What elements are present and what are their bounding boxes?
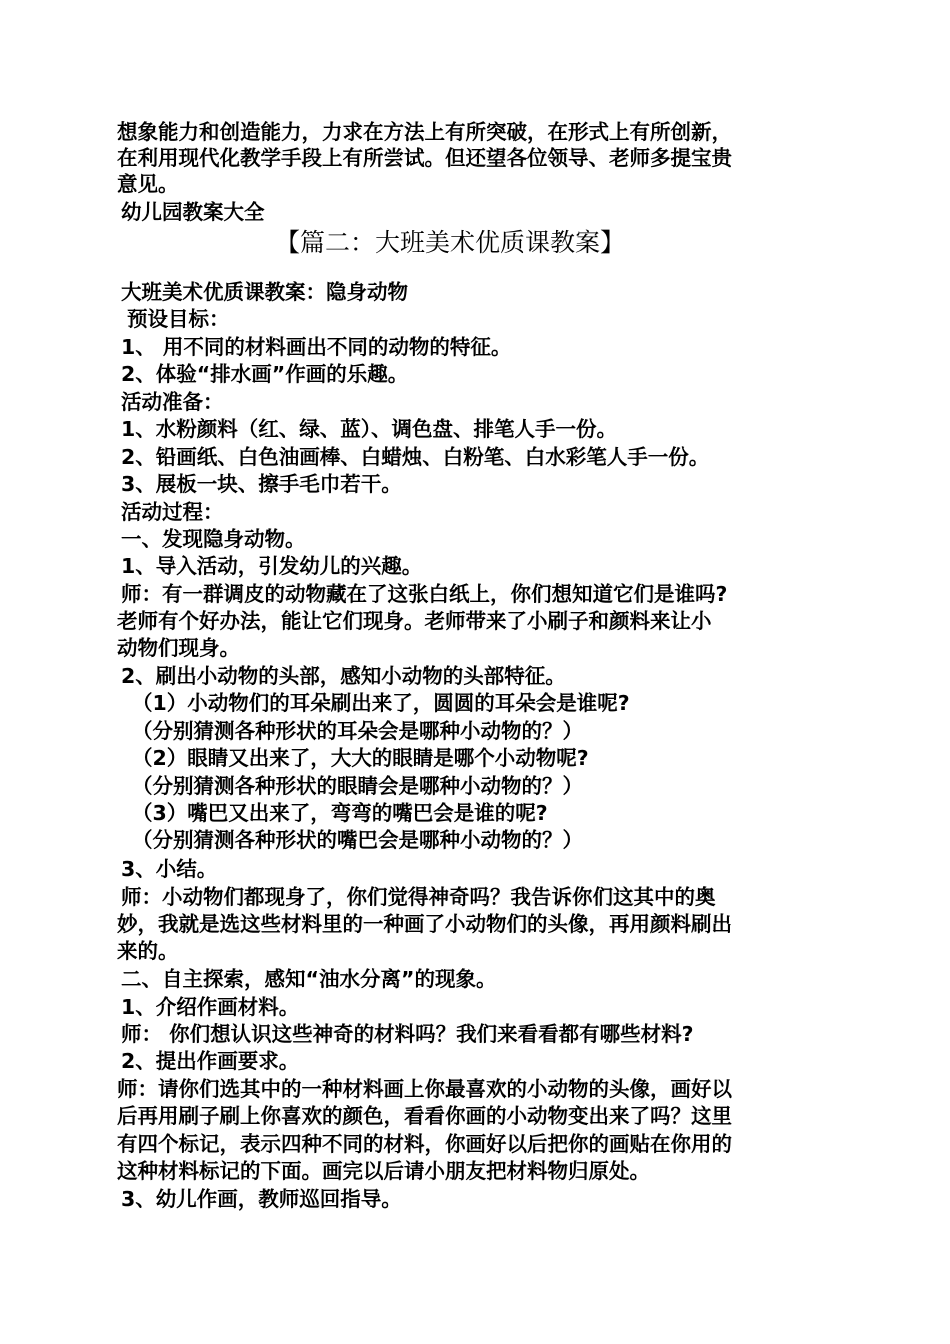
paragraph-line: 这种材料标记的下面。画完以后请小朋友把材料物归原处。 bbox=[117, 1159, 650, 1183]
list-item: 3、小结。 bbox=[121, 857, 218, 881]
list-item: 2、铅画纸、白色油画棒、白蜡烛、白粉笔、白水彩笔人手一份。 bbox=[121, 445, 710, 469]
list-item: 2、体验“排水画”作画的乐趣。 bbox=[121, 362, 409, 386]
intro-line: 在利用现代化教学手段上有所尝试。但还望各位领导、老师多提宝贵 bbox=[117, 146, 732, 170]
list-item: 3、展板一块、擦手毛巾若干。 bbox=[121, 472, 402, 496]
lesson-title: 大班美术优质课教案：隐身动物 bbox=[121, 280, 408, 304]
sub-item: （分别猜测各种形状的嘴巴会是哪种小动物的？） bbox=[132, 828, 583, 852]
list-item: 1、导入活动，引发幼儿的兴趣。 bbox=[121, 554, 423, 578]
sub-item: （3）嘴巴又出来了，弯弯的嘴巴会是谁的呢? bbox=[132, 801, 548, 825]
list-item: 1、水粉颜料（红、绿、蓝）、调色盘、排笔人手一份。 bbox=[121, 417, 618, 441]
paragraph-line: 师：请你们选其中的一种材料画上你最喜欢的小动物的头像，画好以 bbox=[117, 1077, 732, 1101]
section-heading: 【篇二：大班美术优质课教案】 bbox=[275, 228, 626, 257]
list-item: 2、提出作画要求。 bbox=[121, 1049, 300, 1073]
paragraph-line: 动物们现身。 bbox=[117, 636, 240, 660]
category-label: 幼儿园教案大全 bbox=[121, 200, 265, 224]
paragraph-line: 有四个标记，表示四种不同的材料，你画好以后把你的画贴在你用的 bbox=[117, 1132, 732, 1156]
intro-line: 意见。 bbox=[117, 172, 179, 196]
list-item: 2、刷出小动物的头部，感知小动物的头部特征。 bbox=[121, 664, 566, 688]
paragraph-line: 来的。 bbox=[117, 939, 179, 963]
sub-item: （分别猜测各种形状的眼睛会是哪种小动物的？） bbox=[132, 774, 583, 798]
list-item: 1、 用不同的材料画出不同的动物的特征。 bbox=[121, 335, 512, 359]
sub-item: （分别猜测各种形状的耳朵会是哪种小动物的？） bbox=[132, 719, 583, 743]
paragraph-line: 老师有个好办法，能让它们现身。老师带来了小刷子和颜料来让小 bbox=[117, 609, 712, 633]
section-label: 预设目标： bbox=[127, 307, 230, 331]
paragraph-line: 后再用刷子刷上你喜欢的颜色，看看你画的小动物变出来了吗？这里 bbox=[117, 1104, 732, 1128]
list-item: 1、介绍作画材料。 bbox=[121, 995, 300, 1019]
paragraph-line: 妙，我就是选这些材料里的一种画了小动物们的头像，再用颜料刷出 bbox=[117, 912, 732, 936]
step-heading: 二、自主探索，感知“油水分离”的现象。 bbox=[121, 967, 497, 991]
paragraph-line: 师：有一群调皮的动物藏在了这张白纸上，你们想知道它们是谁吗? bbox=[121, 582, 728, 606]
step-heading: 一、发现隐身动物。 bbox=[121, 527, 306, 551]
intro-line: 想象能力和创造能力，力求在方法上有所突破，在形式上有所创新， bbox=[117, 120, 732, 144]
section-label: 活动过程： bbox=[121, 500, 224, 524]
section-label: 活动准备： bbox=[121, 390, 224, 414]
sub-item: （1）小动物们的耳朵刷出来了，圆圆的耳朵会是谁呢? bbox=[132, 691, 630, 715]
paragraph-line: 师： 你们想认识这些神奇的材料吗？我们来看看都有哪些材料? bbox=[121, 1022, 694, 1046]
sub-item: （2）眼睛又出来了，大大的眼睛是哪个小动物呢? bbox=[132, 746, 589, 770]
list-item: 3、幼儿作画，教师巡回指导。 bbox=[121, 1187, 402, 1211]
paragraph-line: 师：小动物们都现身了，你们觉得神奇吗？我告诉你们这其中的奥 bbox=[121, 885, 716, 909]
